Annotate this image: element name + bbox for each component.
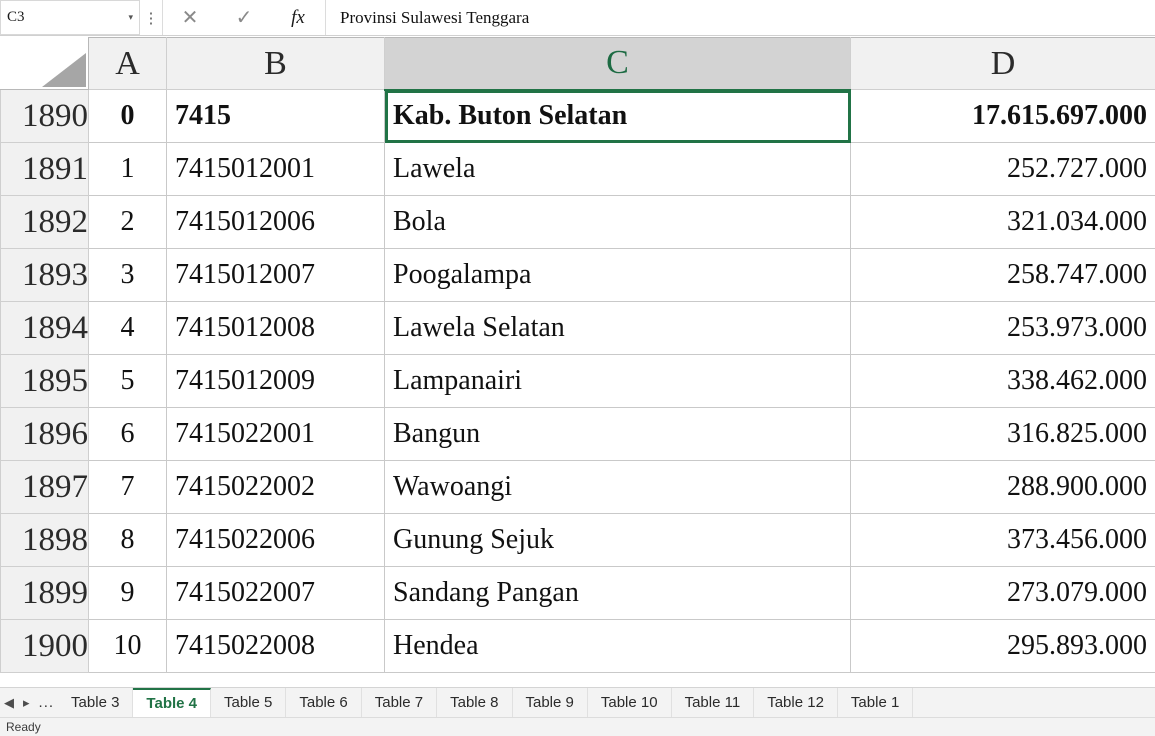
cell-c[interactable]: Gunung Sejuk [385, 514, 851, 567]
cell-a[interactable]: 7 [89, 461, 167, 514]
table-row[interactable] [1, 196, 1155, 249]
cell-c-active[interactable]: Kab. Buton Selatan [385, 90, 851, 143]
cell-c[interactable]: Bola [385, 196, 851, 249]
sheet-tab-table-11[interactable]: Table 11 [672, 688, 755, 717]
row-header[interactable]: 1896 [1, 408, 89, 461]
cell-d[interactable]: 338.462.000 [851, 355, 1155, 408]
sheet-tabs [58, 688, 913, 717]
sheet-tab-table-13[interactable]: Table 1 [838, 688, 913, 717]
cell-b[interactable]: 7415012008 [167, 302, 385, 355]
table-row[interactable] [1, 249, 1155, 302]
sheet-tab-table-12[interactable]: Table 12 [754, 688, 838, 717]
column-header-row [1, 38, 1155, 90]
row-header[interactable]: 1898 [1, 514, 89, 567]
cell-b[interactable]: 7415022008 [167, 620, 385, 673]
cell-a[interactable]: 0 [89, 90, 167, 143]
name-box[interactable] [0, 0, 140, 35]
sheet-tab-table-10[interactable]: Table 10 [588, 688, 672, 717]
row-header[interactable]: 1892 [1, 196, 89, 249]
sheet-tab-table-7[interactable]: Table 7 [362, 688, 437, 717]
formula-bar [0, 0, 1155, 36]
cell-c[interactable]: Lawela Selatan [385, 302, 851, 355]
status-bar [0, 717, 1155, 736]
cell-a[interactable]: 8 [89, 514, 167, 567]
sheet-tab-table-5[interactable]: Table 5 [211, 688, 286, 717]
more-options-icon[interactable]: ⋮ [143, 9, 159, 27]
cell-b[interactable]: 7415022001 [167, 408, 385, 461]
cell-d[interactable]: 252.727.000 [851, 143, 1155, 196]
sheet-table [0, 37, 1155, 673]
cancel-icon[interactable]: ✕ [181, 7, 199, 29]
cell-c[interactable]: Sandang Pangan [385, 567, 851, 620]
table-row[interactable] [1, 90, 1155, 143]
cell-c[interactable]: Hendea [385, 620, 851, 673]
table-row[interactable] [1, 302, 1155, 355]
status-text: Ready [6, 720, 41, 734]
cell-b[interactable]: 7415012009 [167, 355, 385, 408]
column-header-b[interactable]: B [167, 38, 385, 90]
cell-d[interactable]: 288.900.000 [851, 461, 1155, 514]
sheet-tab-bar [0, 687, 1155, 717]
cell-b[interactable]: 7415022007 [167, 567, 385, 620]
table-row[interactable] [1, 620, 1155, 673]
cell-a[interactable]: 2 [89, 196, 167, 249]
cell-d[interactable]: 273.079.000 [851, 567, 1155, 620]
column-header-d[interactable]: D [851, 38, 1155, 90]
row-header[interactable]: 1897 [1, 461, 89, 514]
next-sheet-icon[interactable]: ▸ [23, 695, 30, 710]
table-row[interactable] [1, 567, 1155, 620]
select-all-corner[interactable] [1, 38, 89, 90]
formula-input[interactable]: Provinsi Sulawesi Tenggara [326, 0, 1155, 35]
table-row[interactable] [1, 355, 1155, 408]
first-sheet-icon[interactable]: ◀ [4, 695, 14, 710]
formula-bar-buttons [162, 0, 326, 35]
insert-function-icon[interactable]: fx [291, 6, 305, 28]
row-header[interactable]: 1899 [1, 567, 89, 620]
more-sheets-icon[interactable]: ... [38, 694, 55, 711]
cell-b[interactable]: 7415012001 [167, 143, 385, 196]
cell-c[interactable]: Wawoangi [385, 461, 851, 514]
cell-d[interactable]: 258.747.000 [851, 249, 1155, 302]
cell-a[interactable]: 10 [89, 620, 167, 673]
sheet-tab-table-9[interactable]: Table 9 [513, 688, 588, 717]
name-box-value: C3 [7, 9, 25, 25]
row-header[interactable]: 1890 [1, 90, 89, 143]
table-row[interactable] [1, 408, 1155, 461]
cell-b[interactable]: 7415012006 [167, 196, 385, 249]
sheet-tab-table-3[interactable]: Table 3 [58, 688, 133, 717]
row-header[interactable]: 1895 [1, 355, 89, 408]
sheet-tab-table-6[interactable]: Table 6 [286, 688, 361, 717]
chevron-down-icon[interactable]: ▾ [128, 12, 133, 22]
column-header-a[interactable]: A [89, 38, 167, 90]
sheet-tab-table-8[interactable]: Table 8 [437, 688, 512, 717]
table-row[interactable] [1, 461, 1155, 514]
cell-d[interactable]: 316.825.000 [851, 408, 1155, 461]
cell-b[interactable]: 7415022006 [167, 514, 385, 567]
confirm-icon[interactable]: ✓ [235, 7, 253, 29]
row-header[interactable]: 1891 [1, 143, 89, 196]
table-row[interactable] [1, 514, 1155, 567]
cell-a[interactable]: 3 [89, 249, 167, 302]
cell-d[interactable]: 321.034.000 [851, 196, 1155, 249]
cell-d[interactable]: 295.893.000 [851, 620, 1155, 673]
row-header[interactable]: 1893 [1, 249, 89, 302]
table-row[interactable] [1, 143, 1155, 196]
cell-a[interactable]: 5 [89, 355, 167, 408]
cell-d[interactable]: 253.973.000 [851, 302, 1155, 355]
cell-c[interactable]: Poogalampa [385, 249, 851, 302]
cell-b[interactable]: 7415022002 [167, 461, 385, 514]
cell-d[interactable]: 17.615.697.000 [851, 90, 1155, 143]
cell-c[interactable]: Lawela [385, 143, 851, 196]
row-header[interactable]: 1900 [1, 620, 89, 673]
sheet-tab-table-4[interactable]: Table 4 [133, 688, 211, 717]
cell-a[interactable]: 4 [89, 302, 167, 355]
cell-a[interactable]: 9 [89, 567, 167, 620]
column-header-c[interactable]: C [385, 38, 851, 90]
row-header[interactable]: 1894 [1, 302, 89, 355]
sheet-body [1, 90, 1155, 673]
cell-c[interactable]: Lampanairi [385, 355, 851, 408]
cell-b[interactable]: 7415 [167, 90, 385, 143]
cell-d[interactable]: 373.456.000 [851, 514, 1155, 567]
spreadsheet-grid[interactable] [0, 37, 1155, 687]
cell-a[interactable]: 6 [89, 408, 167, 461]
cell-a[interactable]: 1 [89, 143, 167, 196]
sheet-nav-buttons [0, 688, 58, 717]
cell-c[interactable]: Bangun [385, 408, 851, 461]
select-all-triangle-icon [42, 53, 86, 87]
cell-b[interactable]: 7415012007 [167, 249, 385, 302]
